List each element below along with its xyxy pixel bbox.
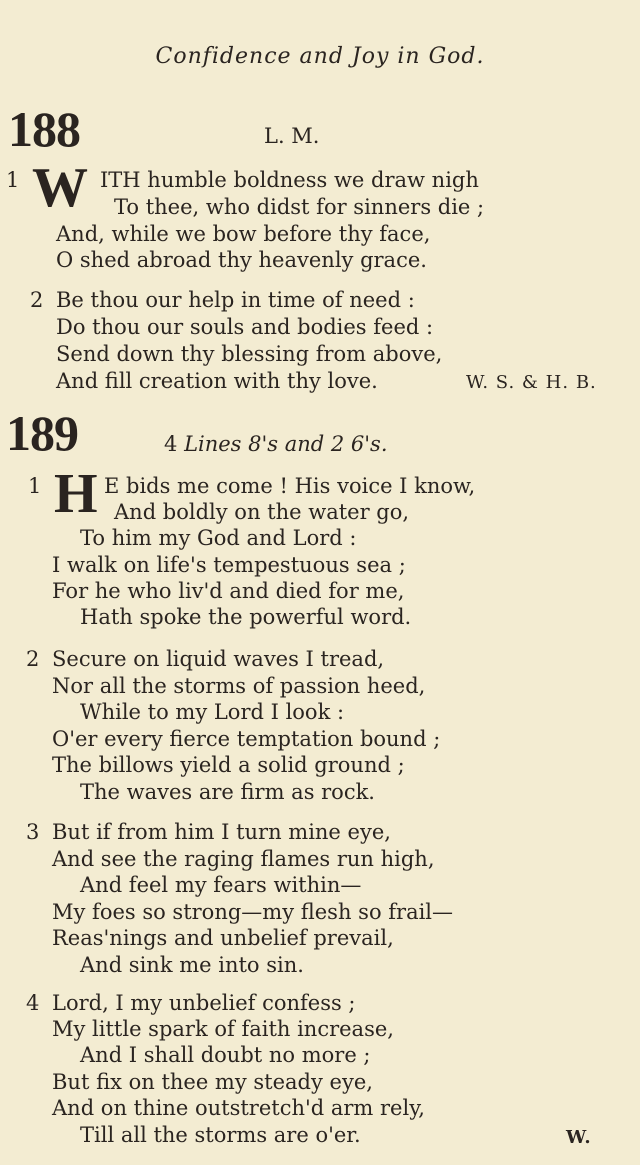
verse-line: And I shall doubt no more ; <box>80 1043 371 1067</box>
verse-line: And feel my fears within— <box>80 873 362 897</box>
verse-line: My little spark of faith increase, <box>52 1017 394 1041</box>
verse-line: Till all the storms are o'er. <box>80 1123 361 1147</box>
verse-line: Do thou our souls and bodies feed : <box>56 315 434 339</box>
stanza-number: 2 <box>30 288 44 312</box>
verse-line: And see the raging flames run high, <box>52 847 435 871</box>
verse-line: And boldly on the water go, <box>114 500 410 524</box>
verse-line: And on thine outstretch'd arm rely, <box>52 1096 425 1120</box>
hymn-number: 189 <box>6 405 78 461</box>
hymn-meter: L. M. <box>264 124 320 148</box>
verse-line: I walk on life's tempestuous sea ; <box>52 553 406 577</box>
verse-line: The billows yield a solid ground ; <box>52 753 405 777</box>
verse-line: But fix on thee my steady eye, <box>52 1070 373 1094</box>
verse-line: To thee, who didst for sinners die ; <box>114 195 485 219</box>
verse-line: My foes so strong—my flesh so frail— <box>52 900 454 924</box>
verse-line: E bids me come ! His voice I know, <box>104 474 476 498</box>
author-attribution: W. S. & H. B. <box>466 372 597 393</box>
verse-line: Send down thy blessing from above, <box>56 342 443 366</box>
hymn-number: 188 <box>8 101 80 157</box>
meter-prefix: 4 <box>164 432 178 456</box>
verse-line: O'er every fierce temptation bound ; <box>52 727 441 751</box>
drop-cap: W <box>32 157 88 219</box>
verse-line: ITH humble boldness we draw nigh <box>100 168 479 192</box>
stanza-number: 2 <box>26 647 40 671</box>
verse-line: Be thou our help in time of need : <box>56 288 415 312</box>
verse-line: Secure on liquid waves I tread, <box>52 647 385 671</box>
drop-cap: H <box>54 463 98 525</box>
stanza-number: 1 <box>28 474 42 498</box>
verse-line: While to my Lord I look : <box>80 700 345 724</box>
stanza-number: 3 <box>26 820 40 844</box>
author-attribution: W. <box>566 1127 592 1148</box>
verse-line: Hath spoke the powerful word. <box>80 605 412 629</box>
verse-line: Nor all the storms of passion heed, <box>52 674 426 698</box>
verse-line: Reas'nings and unbelief prevail, <box>52 926 394 950</box>
verse-line: For he who liv'd and died for me, <box>52 579 405 603</box>
page-header: Confidence and Joy in God. <box>155 44 485 69</box>
verse-line: O shed abroad thy heavenly grace. <box>56 248 427 272</box>
verse-line: Lord, I my unbelief confess ; <box>52 991 356 1015</box>
verse-line: And sink me into sin. <box>80 953 304 977</box>
verse-line: The waves are firm as rock. <box>80 780 375 804</box>
meter-text: Lines 8's and 2 6's. <box>184 432 388 456</box>
verse-line: And, while we bow before thy face, <box>56 222 431 246</box>
stanza-number: 1 <box>6 168 20 192</box>
verse-line: And fill creation with thy love. <box>56 369 378 393</box>
stanza-number: 4 <box>26 991 40 1015</box>
verse-line: To him my God and Lord : <box>80 526 357 550</box>
verse-line: But if from him I turn mine eye, <box>52 820 391 844</box>
hymn-meter <box>164 432 388 456</box>
